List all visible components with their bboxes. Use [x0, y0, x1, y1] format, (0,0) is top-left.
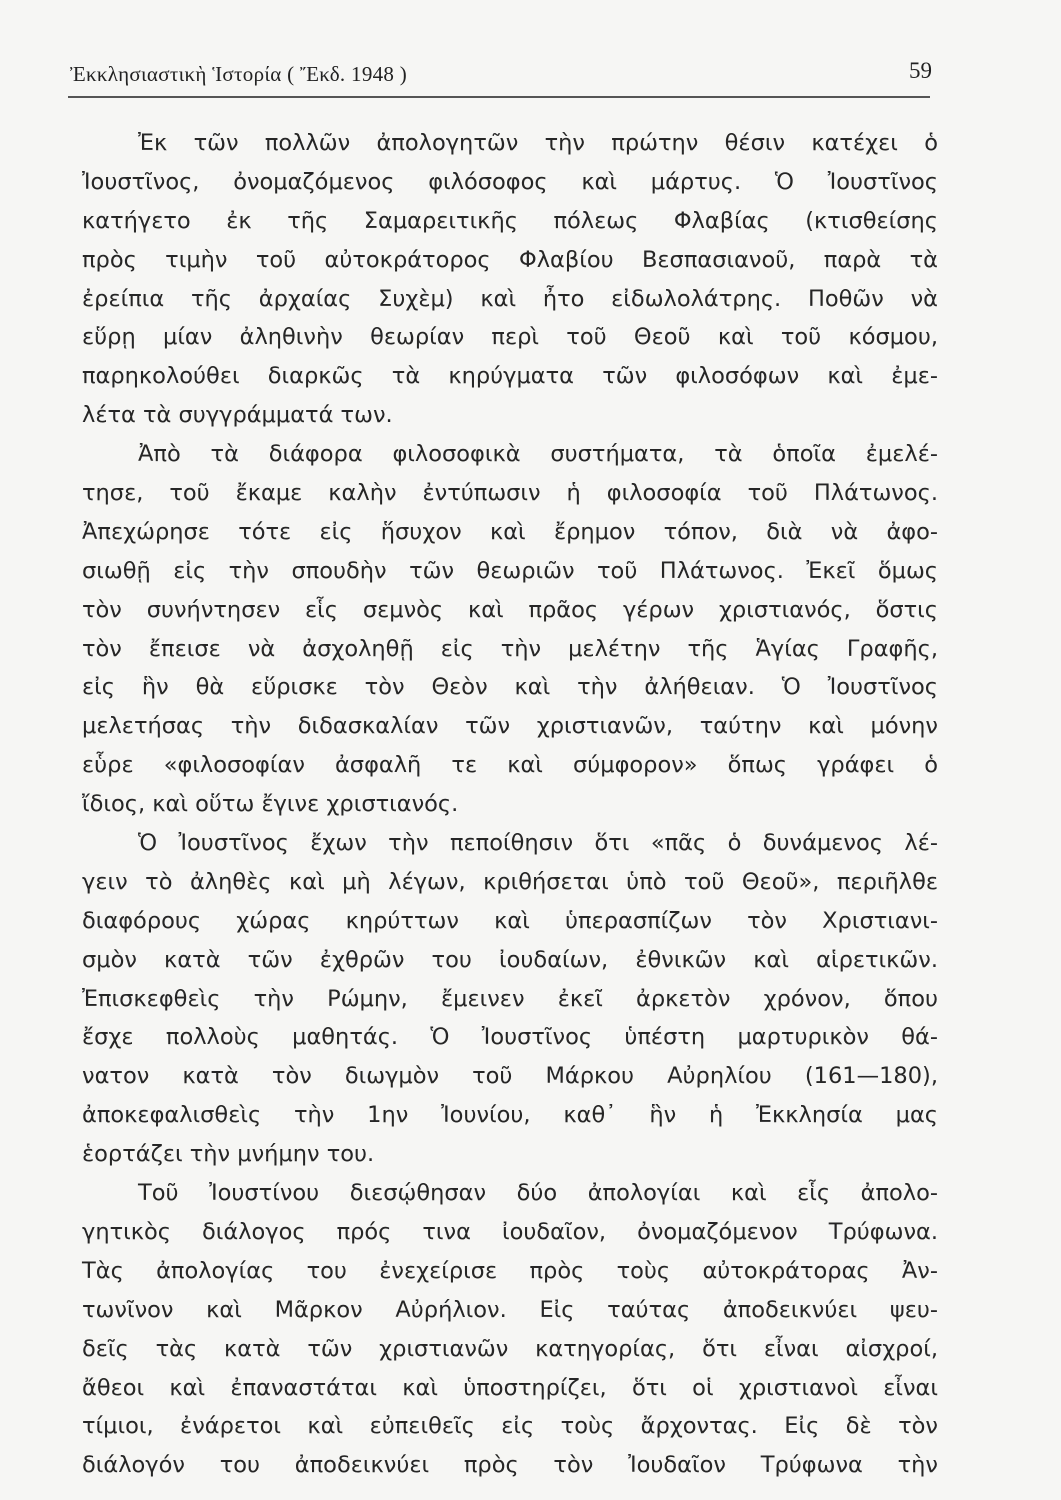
text-line: Ἰουστῖνος, ὀνομαζόμενος φιλόσοφος καὶ μάρτυς. Ὁ Ἰουστῖνος [82, 168, 938, 195]
text-line: εὕρῃ μίαν ἀληθινὴν θεωρίαν περὶ τοῦ Θεοῦ καὶ τοῦ κόσμου, [82, 324, 938, 351]
text-line: πρὸς τιμὴν τοῦ αὐτοκράτορος Φλαβίου Βεσπασιανοῦ, παρὰ τὰ [82, 246, 938, 273]
text-line: τὸν ἔπεισε νὰ ἀσχοληθῇ εἰς τὴν μελέτην τῆς Ἁγίας Γραφῆς, [82, 635, 938, 662]
text-line: τίμιοι, ἐνάρετοι καὶ εὐπειθεῖς εἰς τοὺς ἄρχοντας. Εἰς δὲ τὸν [82, 1413, 938, 1440]
text-line: κατήγετο ἐκ τῆς Σαμαρειτικῆς πόλεως Φλαβίας (κτισθείσης [82, 207, 938, 234]
text-line: μελετήσας τὴν διδασκαλίαν τῶν χριστιανῶν, ταύτην καὶ μόνην [82, 713, 938, 740]
text-line: νατον κατὰ τὸν διωγμὸν τοῦ Μάρκου Αὐρηλίου (161—180), [82, 1063, 938, 1090]
text-line: Τὰς ἀπολογίας του ἐνεχείρισε πρὸς τοὺς αὐτοκράτορας Ἀν- [82, 1257, 938, 1284]
text-line: διαφόρους χώρας κηρύττων καὶ ὑπερασπίζων τὸν Χριστιανι- [82, 907, 938, 934]
text-line: εὗρε «φιλοσοφίαν ἀσφαλῆ τε καὶ σύμφορον» ὅπως γράφει ὁ [82, 752, 938, 779]
text-line: παρηκολούθει διαρκῶς τὰ κηρύγματα τῶν φιλοσόφων καὶ ἐμε- [82, 363, 938, 390]
text-line: εἰς ἣν θὰ εὕρισκε τὸν Θεὸν καὶ τὴν ἀλήθειαν. Ὁ Ἰουστῖνος [82, 674, 938, 701]
text-line: ἐρείπια τῆς ἀρχαίας Συχὲμ) καὶ ἦτο εἰδωλολάτρης. Ποθῶν νὰ [82, 285, 938, 312]
text-line: ἄθεοι καὶ ἐπαναστάται καὶ ὑποστηρίζει, ὅτι οἱ χριστιανοὶ εἶναι [82, 1374, 938, 1401]
text-line: ἴδιος, καὶ οὕτω ἔγινε χριστιανός. [82, 791, 459, 818]
body-text [82, 124, 938, 1485]
text-line: σιωθῇ εἰς τὴν σπουδὴν τῶν θεωριῶν τοῦ Πλάτωνος. Ἐκεῖ ὅμως [82, 557, 938, 584]
text-line: Ἀπεχώρησε τότε εἰς ἥσυχον καὶ ἔρημον τόπον, διὰ νὰ ἀφο- [82, 518, 938, 545]
text-line: τωνῖνον καὶ Μᾶρκον Αὐρήλιον. Εἰς ταύτας ἀποδεικνύει ψευ- [82, 1296, 938, 1323]
text-line: Ὁ Ἰουστῖνος ἔχων τὴν πεποίθησιν ὅτι «πᾶς ὁ δυνάμενος λέ- [138, 830, 938, 857]
text-line: γειν τὸ ἀληθὲς καὶ μὴ λέγων, κριθήσεται ὑπὸ τοῦ Θεοῦ», περιῆλθε [82, 868, 938, 895]
header-divider [68, 96, 930, 98]
text-line: Ἐπισκεφθεὶς τὴν Ρώμην, ἔμεινεν ἐκεῖ ἀρκετὸν χρόνον, ὅπου [82, 985, 938, 1012]
text-line: Ἐκ τῶν πολλῶν ἀπολογητῶν τὴν πρώτην θέσιν κατέχει ὁ [138, 130, 938, 156]
page-number: 59 [909, 58, 932, 83]
text-line: τὸν συνήντησεν εἷς σεμνὸς καὶ πρᾶος γέρων χριστιανός, ὅστις [82, 596, 938, 623]
text-line: σμὸν κατὰ τῶν ἐχθρῶν του ἰουδαίων, ἐθνικῶν καὶ αἱρετικῶν. [82, 946, 938, 973]
text-line: ἔσχε πολλοὺς μαθητάς. Ὁ Ἰουστῖνος ὑπέστη μαρτυρικὸν θά- [82, 1024, 938, 1051]
text-line: τησε, τοῦ ἔκαμε καλὴν ἐντύπωσιν ἡ φιλοσοφία τοῦ Πλάτωνος. [82, 480, 938, 507]
text-line: λέτα τὰ συγγράμματά των. [82, 402, 393, 429]
header-title: Ἐκκλησιαστικὴ Ἱστορία ( Ἔκδ. 1948 ) [70, 62, 408, 86]
text-line: γητικὸς διάλογος πρός τινα ἰουδαῖον, ὀνομαζόμενον Τρύφωνα. [82, 1218, 938, 1245]
text-line: Ἀπὸ τὰ διάφορα φιλοσοφικὰ συστήματα, τὰ ὁποῖα ἐμελέ- [138, 441, 938, 468]
text-line: ἀποκεφαλισθεὶς τὴν 1ην Ἰουνίου, καθ᾽ ἣν ἡ Ἐκκλησία μας [82, 1102, 938, 1129]
text-line: ἑορτάζει τὴν μνήμην του. [82, 1141, 375, 1168]
text-line: δεῖς τὰς κατὰ τῶν χριστιανῶν κατηγορίας, ὅτι εἶναι αἰσχροί, [82, 1335, 938, 1362]
running-header [70, 58, 938, 92]
text-line: διάλογόν του ἀποδεικνύει πρὸς τὸν Ἰουδαῖον Τρύφωνα τὴν [82, 1452, 938, 1479]
text-line: Τοῦ Ἰουστίνου διεσῴθησαν δύο ἀπολογίαι καὶ εἷς ἀπολο- [138, 1180, 938, 1207]
